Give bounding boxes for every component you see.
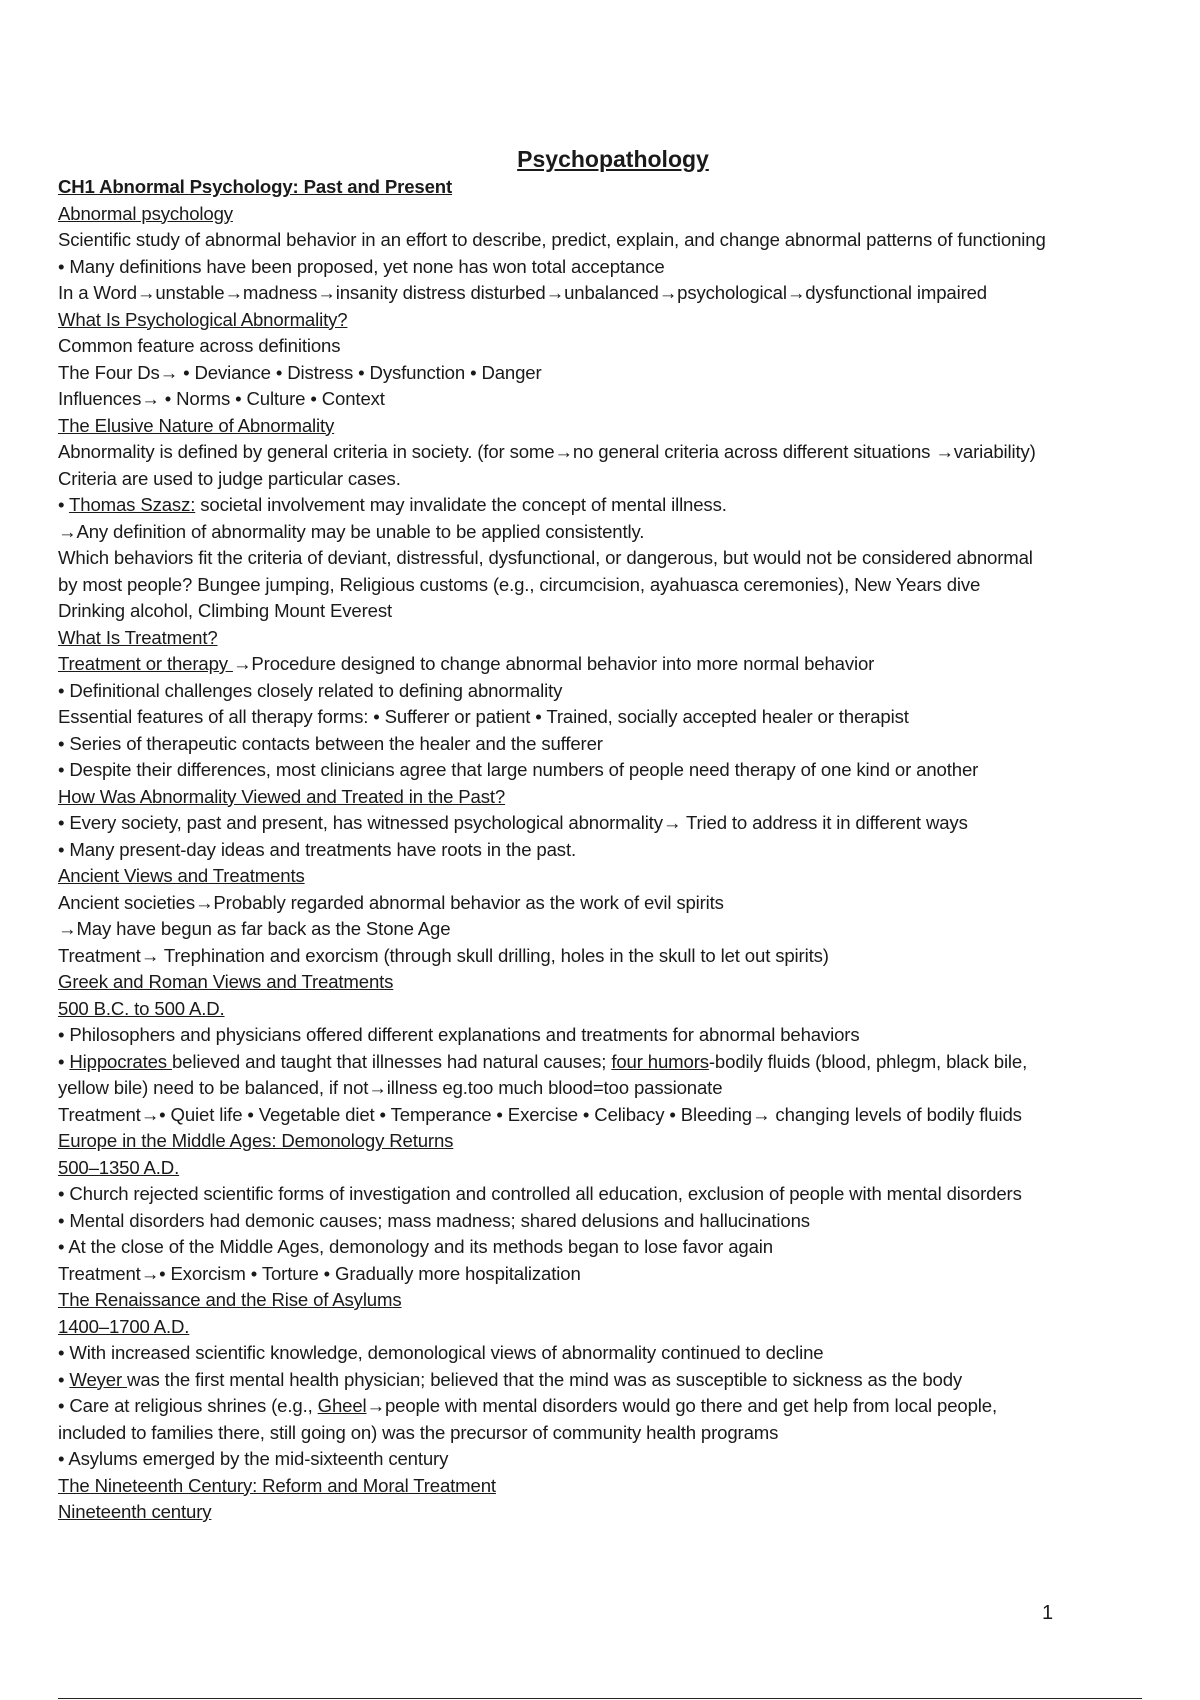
- underlined-term: Hippocrates: [69, 1050, 172, 1072]
- line-text: • Care at religious shrines (e.g.,: [58, 1395, 318, 1416]
- body-line: [58, 1393, 1158, 1420]
- section-heading: The Nineteenth Century: Reform and Moral Treatment: [58, 1474, 496, 1496]
- section-heading: Nineteenth century: [58, 1501, 212, 1522]
- line-text: •: [58, 1050, 70, 1072]
- underlined-term: Gheel: [317, 1395, 367, 1416]
- line-text: →people with mental disorders would go there and get help from local people,: [366, 1395, 997, 1416]
- section-heading: 500 B.C. to 500 A.D.: [58, 997, 225, 1019]
- body-line: • Series of therapeutic contacts between the healer and the sufferer: [58, 732, 603, 754]
- body-line: Drinking alcohol, Climbing Mount Everest: [58, 600, 392, 621]
- body-line: Influences→ • Norms • Culture • Context: [58, 388, 385, 409]
- body-line: Treatment→• Exorcism • Torture • Gradually more hospitalization: [58, 1262, 581, 1284]
- section-heading: Abnormal psychology: [58, 202, 233, 224]
- section-heading: The Elusive Nature of Abnormality: [58, 414, 335, 436]
- body-line: Abnormality is defined by general criteria in society. (for some→no general criteria across different situations →variability): [58, 441, 1036, 462]
- body-line: Scientific study of abnormal behavior in an effort to describe, predict, explain, and change abnormal patterns of functioning: [58, 229, 1046, 250]
- body-line: →Any definition of abnormality may be unable to be applied consistently.: [58, 520, 645, 542]
- section-heading: What Is Treatment?: [58, 626, 218, 648]
- body-line: • Mental disorders had demonic causes; mass madness; shared delusions and hallucinations: [58, 1209, 810, 1231]
- section-heading: The Renaissance and the Rise of Asylums: [58, 1289, 402, 1310]
- section-heading: Europe in the Middle Ages: Demonology Returns: [58, 1130, 454, 1151]
- body-line: Essential features of all therapy forms: • Sufferer or patient • Trained, socially accepted healer or therapist: [58, 706, 909, 727]
- body-line: • With increased scientific knowledge, demonological views of abnormality continued to decline: [58, 1342, 824, 1363]
- line-text: believed and taught that illnesses had natural causes;: [171, 1050, 612, 1072]
- section-heading: 1400–1700 A.D.: [58, 1315, 190, 1337]
- body-line: • Definitional challenges closely related to defining abnormality: [58, 679, 563, 701]
- body-line: • Many definitions have been proposed, yet none has won total acceptance: [58, 255, 665, 277]
- body-line: In a Word→unstable→madness→insanity distress disturbed→unbalanced→psychological→dysfunctional impaired: [58, 282, 987, 303]
- body-line: →May have begun as far back as the Stone Age: [58, 918, 451, 939]
- body-line: [58, 1049, 1158, 1076]
- line-text: •: [58, 494, 70, 515]
- body-line: Common feature across definitions: [58, 335, 341, 356]
- body-line: Treatment→ Trephination and exorcism (through skull drilling, holes in the skull to let out spirits): [58, 944, 829, 966]
- body-line: Treatment→• Quiet life • Vegetable diet • Temperance • Exercise • Celibacy • Bleeding→ changing levels of bodily fluids: [58, 1103, 1022, 1125]
- body-line: • At the close of the Middle Ages, demonology and its methods began to lose favor again: [58, 1236, 773, 1257]
- line-text: →Procedure designed to change abnormal behavior into more normal behavior: [232, 653, 875, 674]
- body-line: yellow bile) need to be balanced, if not→illness eg.too much blood=too passionate: [58, 1077, 723, 1098]
- body-line: • Despite their differences, most clinicians agree that large numbers of people need therapy of one kind or another: [58, 759, 979, 780]
- body-line: included to families there, still going on) was the precursor of community health programs: [58, 1421, 779, 1443]
- body-line: Ancient societies→Probably regarded abnormal behavior as the work of evil spirits: [58, 891, 724, 913]
- document-title: Psychopathology: [517, 146, 709, 172]
- body-line: • Church rejected scientific forms of investigation and controlled all education, exclusion of people with mental disorders: [58, 1183, 1022, 1204]
- body-line: by most people? Bungee jumping, Religious customs (e.g., circumcision, ayahuasca ceremonies), New Years dive: [58, 573, 981, 595]
- line-text: was the first mental health physician; believed that the mind was as susceptible to sickness as the body: [127, 1368, 963, 1390]
- line-text: •: [58, 1368, 70, 1390]
- body-line: • Asylums emerged by the mid-sixteenth century: [58, 1448, 449, 1469]
- body-line: [58, 492, 1158, 519]
- line-text: -bodily fluids (blood, phlegm, black bile,: [708, 1050, 1028, 1072]
- underlined-term: Weyer: [69, 1368, 128, 1390]
- document-page: [58, 144, 1158, 1526]
- line-text: societal involvement may invalidate the concept of mental illness.: [195, 494, 727, 515]
- body-line: • Every society, past and present, has witnessed psychological abnormality→ Tried to address it in different ways: [58, 812, 968, 833]
- body-line: [58, 1367, 1158, 1394]
- underlined-term: four humors: [611, 1050, 709, 1072]
- section-heading: How Was Abnormality Viewed and Treated in the Past?: [58, 785, 506, 807]
- body-line: • Many present-day ideas and treatments have roots in the past.: [58, 838, 576, 860]
- underlined-term: Thomas Szasz:: [69, 494, 196, 515]
- body-line: The Four Ds→ • Deviance • Distress • Dysfunction • Danger: [58, 361, 542, 383]
- body-line: [58, 651, 1158, 678]
- underlined-term: Treatment or therapy: [58, 653, 233, 674]
- chapter-heading: CH1 Abnormal Psychology: Past and Present: [58, 176, 453, 197]
- document-body: [58, 201, 1158, 1526]
- page-number: 1: [1042, 1602, 1054, 1624]
- body-line: • Philosophers and physicians offered different explanations and treatments for abnormal behaviors: [58, 1024, 860, 1045]
- section-heading: What Is Psychological Abnormality?: [58, 308, 348, 330]
- section-heading: Greek and Roman Views and Treatments: [58, 971, 394, 992]
- body-line: Criteria are used to judge particular cases.: [58, 467, 401, 489]
- section-heading: Ancient Views and Treatments: [58, 865, 305, 886]
- body-line: Which behaviors fit the criteria of deviant, distressful, dysfunctional, or dangerous, but would not be considered abnormal: [58, 547, 1033, 568]
- footer-rule: [58, 1698, 1142, 1699]
- section-heading: 500–1350 A.D.: [58, 1156, 180, 1178]
